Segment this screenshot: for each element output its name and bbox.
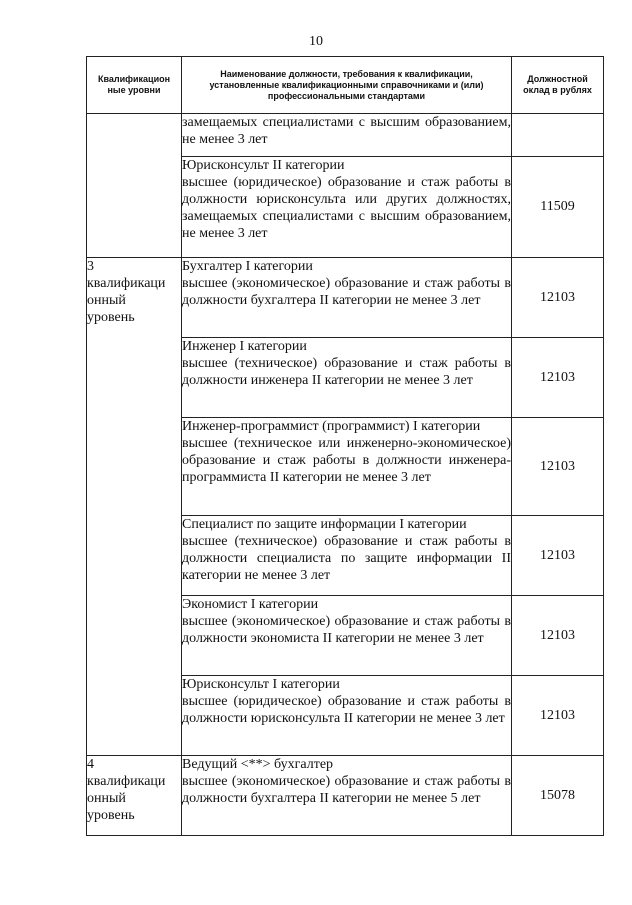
position-title: Инженер I категории (182, 339, 307, 354)
salary-cell: 12103 (512, 418, 604, 516)
position-cell (182, 418, 512, 516)
salary-cell: 12103 (512, 676, 604, 756)
table-row (87, 258, 604, 338)
position-requirements: высшее (техническое или инженерно-экономическое) образование и стаж работы в должности инженера-программиста II категории не менее 3 лет (182, 436, 511, 485)
position-title: Ведущий <**> бухгалтер (182, 757, 334, 772)
position-cell (182, 157, 512, 258)
salary-cell: 12103 (512, 338, 604, 418)
position-cell (182, 756, 512, 836)
position-requirements: высшее (юридическое) образование и стаж работы в должности юрисконсульта II категории не менее 3 лет (182, 694, 511, 726)
level-cell (87, 114, 182, 258)
level-number: 4 (87, 757, 94, 772)
position-cell (182, 596, 512, 676)
position-requirements: высшее (экономическое) образование и стаж работы в должности экономиста II категории не менее 3 лет (182, 614, 511, 646)
salary-cell: 15078 (512, 756, 604, 836)
salary-cell: 11509 (512, 157, 604, 258)
salary-cell (512, 114, 604, 157)
position-title: Бухгалтер I категории (182, 259, 313, 274)
position-title: Экономист I категории (182, 597, 319, 612)
salary-cell: 12103 (512, 596, 604, 676)
table-row (87, 114, 604, 157)
position-title: Инженер-программист (программист) I категории (182, 419, 481, 434)
level-label-line: уровень (87, 808, 135, 823)
position-cell (182, 676, 512, 756)
level-label-line: онный (87, 293, 126, 308)
position-requirements: высшее (экономическое) образование и стаж работы в должности бухгалтера II категории не менее 3 лет (182, 276, 511, 308)
position-title: Юрисконсульт I категории (182, 677, 340, 692)
level-cell (87, 258, 182, 756)
qualification-table (86, 56, 604, 836)
position-requirements: высшее (техническое) образование и стаж работы в должности специалиста по защите информации II категории не менее 3 лет (182, 534, 511, 583)
level-label-line: уровень (87, 310, 135, 325)
level-label-line: онный (87, 791, 126, 806)
position-requirements: высшее (техническое) образование и стаж работы в должности инженера II категории не менее 3 лет (182, 356, 511, 388)
position-cell (182, 114, 512, 157)
header-salary: Должностной оклад в рублях (512, 57, 604, 114)
position-cell (182, 258, 512, 338)
level-cell (87, 756, 182, 836)
table-header-row (87, 57, 604, 114)
table-row (87, 756, 604, 836)
page-number: 10 (309, 34, 323, 49)
position-requirements: замещаемых специалистами с высшим образованием, не менее 3 лет (182, 115, 511, 147)
position-title: Юрисконсульт II категории (182, 158, 345, 173)
level-label-line: квалификаци (87, 276, 166, 291)
header-name: Наименование должности, требования к квалификации, установленные квалификационными справочниками и (или) профессиональными стандартами (182, 57, 512, 114)
position-cell (182, 516, 512, 596)
header-level: Квалификацион ные уровни (87, 57, 182, 114)
level-number: 3 (87, 259, 94, 274)
position-cell (182, 338, 512, 418)
position-requirements: высшее (экономическое) образование и стаж работы в должности бухгалтера II категории не менее 5 лет (182, 774, 511, 806)
position-title: Специалист по защите информации I категории (182, 517, 467, 532)
level-label-line: квалификаци (87, 774, 166, 789)
salary-cell: 12103 (512, 258, 604, 338)
position-requirements: высшее (юридическое) образование и стаж работы в должности юрисконсульта или других должностях, замещаемых специалистами с высшим образованием, не менее 3 лет (182, 175, 511, 241)
salary-cell: 12103 (512, 516, 604, 596)
